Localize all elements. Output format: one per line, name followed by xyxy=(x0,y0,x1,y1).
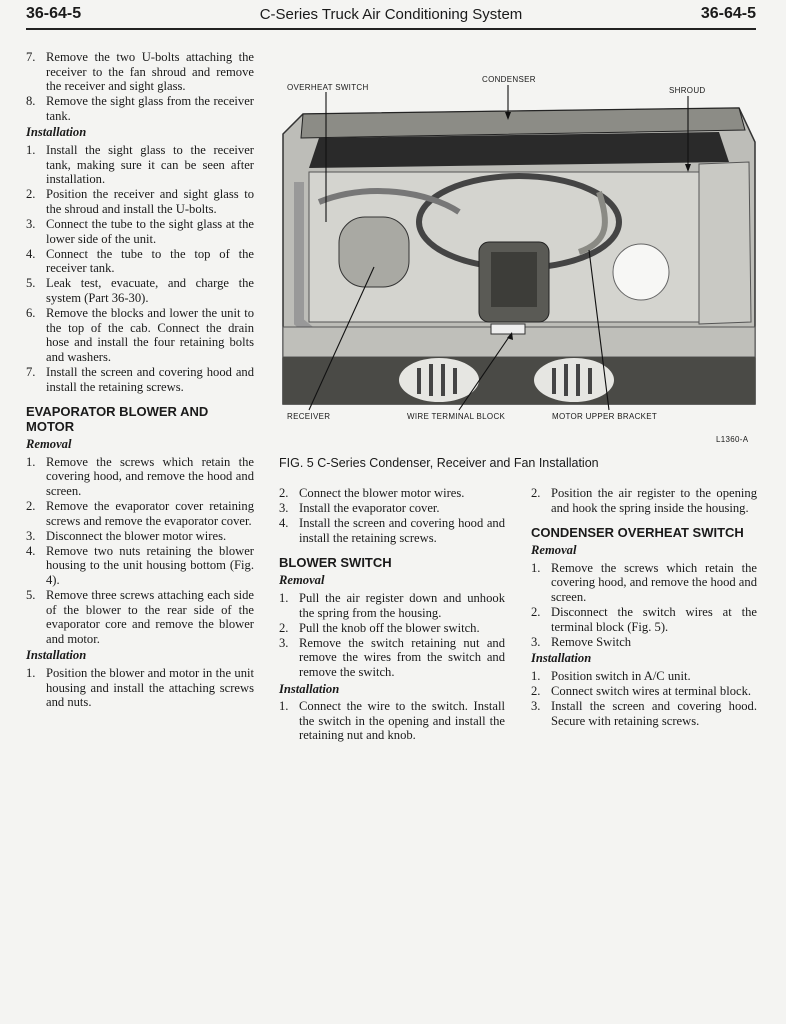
list-item xyxy=(26,365,254,394)
list-item xyxy=(279,501,505,516)
list-item xyxy=(26,187,254,216)
list-item xyxy=(26,544,254,588)
column-right xyxy=(531,486,757,729)
step-number: 2. xyxy=(531,684,541,699)
label-condenser: CONDENSER xyxy=(482,75,536,84)
step-number: 3. xyxy=(279,501,289,516)
step-number: 2. xyxy=(279,486,289,500)
blower-switch-installation-heading: Installation xyxy=(279,681,340,696)
step-number: 2. xyxy=(26,499,36,514)
step-text: Remove three screws attaching each side of the blower to the rear side of the evaporator core and remove the blower and motor. xyxy=(46,588,254,646)
step-number: 5. xyxy=(26,588,36,603)
step-text: Connect switch wires at terminal block. xyxy=(551,684,752,699)
step-number: 3. xyxy=(26,528,36,543)
step-text: Position switch in A/C unit. xyxy=(551,668,691,683)
list-item xyxy=(279,591,505,620)
step-number: 6. xyxy=(26,306,36,321)
step-text: Connect the tube to the top of the receiver tank. xyxy=(46,246,254,276)
step-text: Position the receiver and sight glass to the shroud and install the U-bolts. xyxy=(46,187,254,216)
step-text: Position the blower and motor in the unit housing and install the attaching screws and nuts. xyxy=(46,666,254,710)
step-text: Connect the wire to the switch. Install the switch in the opening and install the retaining nut and knob. xyxy=(299,699,505,743)
step-text: Remove the screws which retain the covering hood, and remove the hood and screen. xyxy=(46,454,254,498)
step-number: 3. xyxy=(531,634,541,649)
receiver-removal-steps xyxy=(26,50,254,123)
evaporator-installation-heading: Installation xyxy=(26,648,87,663)
step-text: Remove the screws which retain the covering hood, and remove the hood and screen. xyxy=(551,560,757,604)
list-item xyxy=(531,635,757,650)
step-number: 2. xyxy=(26,187,36,202)
figure-caption: FIG. 5 C-Series Condenser, Receiver and Fan Installation xyxy=(279,456,599,470)
column-left xyxy=(26,50,254,710)
label-overheat-switch: OVERHEAT SWITCH xyxy=(287,83,369,92)
label-motor-upper-bracket: MOTOR UPPER BRACKET xyxy=(552,412,658,421)
list-item xyxy=(279,636,505,680)
step-text: Install the screen and covering hood. Secure with retaining screws. xyxy=(551,699,757,728)
step-text: Disconnect the switch wires at the terminal block (Fig. 5). xyxy=(551,605,757,634)
blower-installation-steps-continued xyxy=(279,486,505,545)
evaporator-removal-steps xyxy=(26,455,254,647)
step-number: 2. xyxy=(531,605,541,620)
step-text: Connect the blower motor wires. xyxy=(299,486,465,500)
page-title: C-Series Truck Air Conditioning System xyxy=(259,6,523,23)
list-item xyxy=(531,605,757,634)
list-item xyxy=(26,499,254,528)
list-item xyxy=(26,247,254,276)
list-item xyxy=(531,684,757,699)
condenser-illustration xyxy=(279,72,757,452)
evaporator-removal-heading: Removal xyxy=(26,437,72,452)
label-wire-terminal-block: WIRE TERMINAL BLOCK xyxy=(407,412,506,421)
step-text: Position the air register to the opening and hook the spring inside the housing. xyxy=(551,486,757,515)
list-item xyxy=(279,516,505,545)
list-item xyxy=(531,669,757,684)
list-item xyxy=(26,455,254,499)
step-text: Leak test, evacuate, and charge the system (Part 36-30). xyxy=(46,276,254,305)
list-item xyxy=(279,699,505,743)
list-item xyxy=(26,94,254,123)
step-number: 1. xyxy=(279,699,289,714)
list-item xyxy=(26,588,254,646)
blower-switch-removal-heading: Removal xyxy=(279,573,325,588)
overheat-switch-removal-heading: Removal xyxy=(531,543,577,558)
list-item xyxy=(26,529,254,544)
step-text: Install the screen and covering hood and install the retaining screws. xyxy=(46,364,254,394)
step-number: 4. xyxy=(26,543,36,558)
figure-reference-code: L1360-A xyxy=(716,435,749,444)
step-text: Remove the evaporator cover retaining screws and remove the evaporator cover. xyxy=(46,499,254,528)
step-text: Remove two nuts retaining the blower housing to the unit housing bottom (Fig. 4). xyxy=(46,543,254,587)
overheat-switch-installation-steps xyxy=(531,669,757,728)
page-number-left: 36-64-5 xyxy=(26,5,82,22)
receiver-installation-heading: Installation xyxy=(26,125,87,140)
label-shroud: SHROUD xyxy=(669,86,706,95)
step-number: 2. xyxy=(279,620,289,635)
step-number: 3. xyxy=(26,217,36,232)
receiver-installation-steps xyxy=(26,143,254,394)
step-text: Remove the blocks and lower the unit to the top of the cab. Connect the drain hose and install the four retaining bolts and washers. xyxy=(46,306,254,364)
step-text: Install the sight glass to the receiver tank, making sure it can be seen after installation. xyxy=(46,143,254,187)
step-number: 8. xyxy=(26,94,36,109)
list-item xyxy=(26,666,254,710)
step-text: Disconnect the blower motor wires. xyxy=(46,528,227,543)
step-text: Pull the air register down and unhook the spring from the housing. xyxy=(299,590,505,620)
step-number: 1. xyxy=(26,143,36,158)
list-item xyxy=(26,306,254,364)
list-item xyxy=(26,50,254,94)
step-number: 4. xyxy=(26,246,36,261)
overheat-switch-installation-heading: Installation xyxy=(531,651,592,666)
blower-switch-heading: BLOWER SWITCH xyxy=(279,555,392,571)
step-number: 1. xyxy=(26,666,36,681)
evaporator-blower-heading: EVAPORATOR BLOWER AND MOTOR xyxy=(26,404,209,435)
step-text: Install the screen and covering hood and install the retaining screws. xyxy=(299,516,505,545)
step-number: 7. xyxy=(26,50,36,64)
blower-switch-installation-steps-continued xyxy=(531,486,757,515)
step-number: 4. xyxy=(279,516,289,531)
page-number-right: 36-64-5 xyxy=(700,5,756,22)
list-item xyxy=(279,486,505,501)
blower-switch-removal-steps xyxy=(279,591,505,680)
step-number: 2. xyxy=(531,486,541,500)
step-text: Remove the two U-bolts attaching the receiver to the fan shroud and remove the receiver and sight glass. xyxy=(46,50,254,94)
figure-condenser-photo xyxy=(279,72,757,452)
step-number: 3. xyxy=(531,699,541,714)
step-number: 1. xyxy=(531,668,541,683)
step-text: Connect the tube to the sight glass at the lower side of the unit. xyxy=(46,217,254,246)
list-item xyxy=(531,486,757,515)
step-number: 1. xyxy=(531,560,541,575)
step-text: Pull the knob off the blower switch. xyxy=(299,620,480,635)
step-number: 3. xyxy=(279,635,289,650)
step-number: 5. xyxy=(26,276,36,291)
list-item xyxy=(26,276,254,305)
blower-switch-installation-steps xyxy=(279,699,505,743)
evaporator-installation-steps xyxy=(26,666,254,710)
step-number: 1. xyxy=(279,590,289,605)
step-number: 1. xyxy=(26,454,36,469)
list-item xyxy=(26,217,254,246)
label-receiver: RECEIVER xyxy=(287,412,331,421)
list-item xyxy=(531,561,757,605)
overheat-switch-heading: CONDENSER OVERHEAT SWITCH xyxy=(531,525,744,541)
step-text: Remove the switch retaining nut and remove the wires from the switch and remove the switch. xyxy=(299,635,505,679)
list-item xyxy=(279,621,505,636)
step-number: 7. xyxy=(26,364,36,379)
overheat-switch-removal-steps xyxy=(531,561,757,650)
page-header xyxy=(26,4,756,30)
step-text: Install the evaporator cover. xyxy=(299,501,440,516)
list-item xyxy=(26,143,254,187)
column-middle xyxy=(279,486,505,743)
step-text: Remove Switch xyxy=(551,634,632,649)
list-item xyxy=(531,699,757,728)
step-text: Remove the sight glass from the receiver tank. xyxy=(46,94,254,123)
